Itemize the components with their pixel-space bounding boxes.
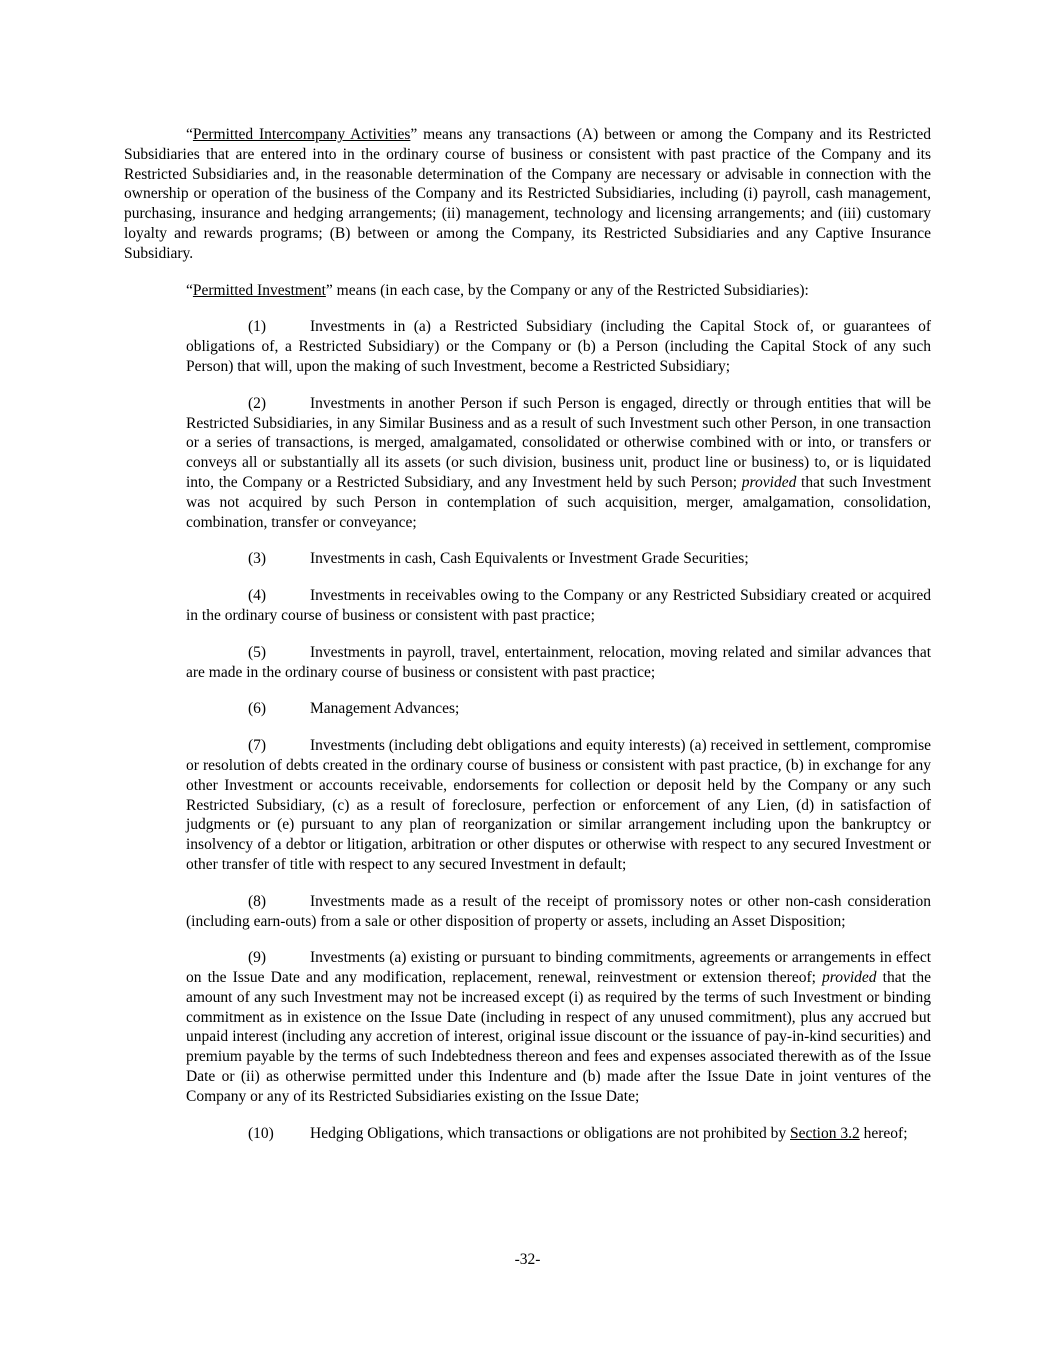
italic-term: provided — [741, 473, 797, 491]
item-number: (1) — [248, 318, 267, 336]
defined-term: Permitted Intercompany Activities — [192, 126, 411, 143]
item-number: (10) — [248, 1124, 274, 1142]
item-text: Investments in payroll, travel, entertainment, relocation, moving related and similar advances that are made in the ordinary course of business or consistent with past practice; — [186, 643, 931, 681]
italic-term: provided — [822, 969, 877, 987]
item-text: Investments (including debt obligations and equity interests) (a) received in settlement, compromise or resolution of debts created in the ordinary course of business or consistent with past practice, (b) in exchange for any other Investment or accounts receivable, endorsements for collection or deposit held by the Company or any such Restricted Subsidiary, (c) as a result of foreclosure, perfection or enforcement of any Lien, (d) in satisfaction of judgments or (e) pursuant to any plan of reorganization or similar arrangement including upon the bankruptcy or insolvency of a debtor or litigation, arbitration or other disputes or otherwise with respect to any secured Investment or other transfer of title with respect to any secured Investment in default; — [186, 737, 931, 873]
list-item-1 — [186, 317, 931, 376]
item-text: Investments in cash, Cash Equivalents or Investment Grade Securities; — [310, 550, 749, 568]
section-reference: Section 3.2 — [790, 1124, 860, 1142]
list-item-2 — [186, 394, 931, 533]
item-text: Investments (a) existing or pursuant to binding commitments, agreements or arrangements in effect on the Issue Date and any modification, replacement, renewal, reinvestment or extension thereof; — [186, 949, 931, 987]
list-item-3 — [186, 549, 931, 569]
list-item-5 — [186, 643, 931, 683]
item-text: Hedging Obligations, which transactions or obligations are not prohibited by — [310, 1124, 790, 1142]
item-number: (4) — [248, 587, 267, 605]
item-number: (5) — [248, 643, 267, 661]
item-number: (7) — [248, 737, 267, 755]
item-text: Investments in another Person if such Person is engaged, directly or through entities that will be Restricted Subsidiaries, in any Similar Business and as a result of such Investment such other Person, in one transaction or a series of transactions, is merged, amalgamated, consolidated or otherwise combined with or into, or transfers or conveys all or substantially all its assets (or such division, business unit, product line or business) to, or is liquidated into, the Company or a Restricted Subsidiary, and any Investment held by such Person; — [186, 394, 931, 491]
item-text-continued: hereof; — [859, 1124, 908, 1142]
defined-term: Permitted Investment — [192, 281, 326, 299]
definition-text: ” means any transactions (A) between or among the Company and its Restricted Subsidiaries that are entered into in the ordinary course of business or consistent with past practice of the Company and its Restricted Subsidiaries and, in the reasonable determination of the Company are necessary or advisable in connection with the ownership or operation of the business of the Company and its Restricted Subsidiaries, including (i) payroll, cash management, purchasing, insurance and hedging arrangements; (ii) management, technology and licensing arrangements; and (iii) customary loyalty and rewards programs; (B) between or among the Company, its Restricted Subsidiaries and any Captive Insurance Subsidiary. — [124, 126, 931, 262]
item-number: (8) — [248, 892, 267, 910]
item-text: Management Advances; — [310, 700, 460, 718]
item-text-continued: that such Investment was not acquired by such Person in contemplation of such acquisition, merger, amalgamation, consolidation, combination, transfer or conveyance; — [186, 473, 932, 531]
list-item-8 — [186, 892, 931, 932]
item-number: (2) — [248, 394, 267, 412]
list-item-6 — [186, 699, 931, 719]
item-number: (3) — [248, 550, 267, 568]
item-text: Investments in (a) a Restricted Subsidiary (including the Capital Stock of, or guarantees of obligations of, a Restricted Subsidiary) or the Company or (b) a Person (including the Capital Stock of any such Person) that will, upon the making of such Investment, become a Restricted Subsidiary; — [186, 318, 931, 375]
definition-text: ” means (in each case, by the Company or any of the Restricted Subsidiaries): — [325, 281, 809, 299]
list-item-7 — [186, 736, 931, 875]
item-text-continued: that the amount of any such Investment may not be increased except (i) as required by the terms of such Investment or binding commitment as in existence on the Issue Date (including in respect of any unused commitment), plus any accrued but unpaid interest (including any accretion of interest, original issue discount or the issuance of pay-in-kind securities) and premium payable by the terms of such Indebtedness thereon and fees and expenses associated therewith as of the Issue Date or (ii) as otherwise permitted under this Indenture and (b) made after the Issue Date in joint ventures of the Company or any of its Restricted Subsidiaries existing on the Issue Date; — [186, 969, 931, 1105]
item-text: Investments made as a result of the receipt of promissory notes or other non-cash consideration (including earn-outs) from a sale or other disposition of property or assets, including an Asset Disposition; — [186, 892, 931, 930]
definition-permitted-investment: “Permitted Investment” means (in each case, by the Company or any of the Restricted Subsidiaries): — [186, 281, 809, 299]
definition-permitted-intercompany-activities: “Permitted Intercompany Activities” means any transactions (A) between or among the Company and its Restricted Subsidiaries that are entered into in the ordinary course of business or consistent with past practice of the Company and its Restricted Subsidiaries and, in the reasonable determination of the Company are necessary or advisable in connection with the ownership or operation of the business of the Company and its Restricted Subsidiaries, including (i) payroll, cash management, purchasing, insurance and hedging arrangements; (ii) management, technology and licensing arrangements; and (iii) customary loyalty and rewards programs; (B) between or among the Company, its Restricted Subsidiaries and any Captive Insurance Subsidiary. — [124, 126, 931, 262]
page-number: -32- — [514, 1251, 541, 1268]
item-number: (6) — [248, 700, 267, 718]
document-page — [124, 125, 931, 1160]
list-item-9 — [186, 948, 931, 1106]
item-number: (9) — [248, 949, 267, 967]
list-item-4 — [186, 586, 931, 626]
list-item-10 — [124, 1124, 931, 1144]
item-text: Investments in receivables owing to the Company or any Restricted Subsidiary created or acquired in the ordinary course of business or consistent with past practice; — [186, 587, 931, 624]
